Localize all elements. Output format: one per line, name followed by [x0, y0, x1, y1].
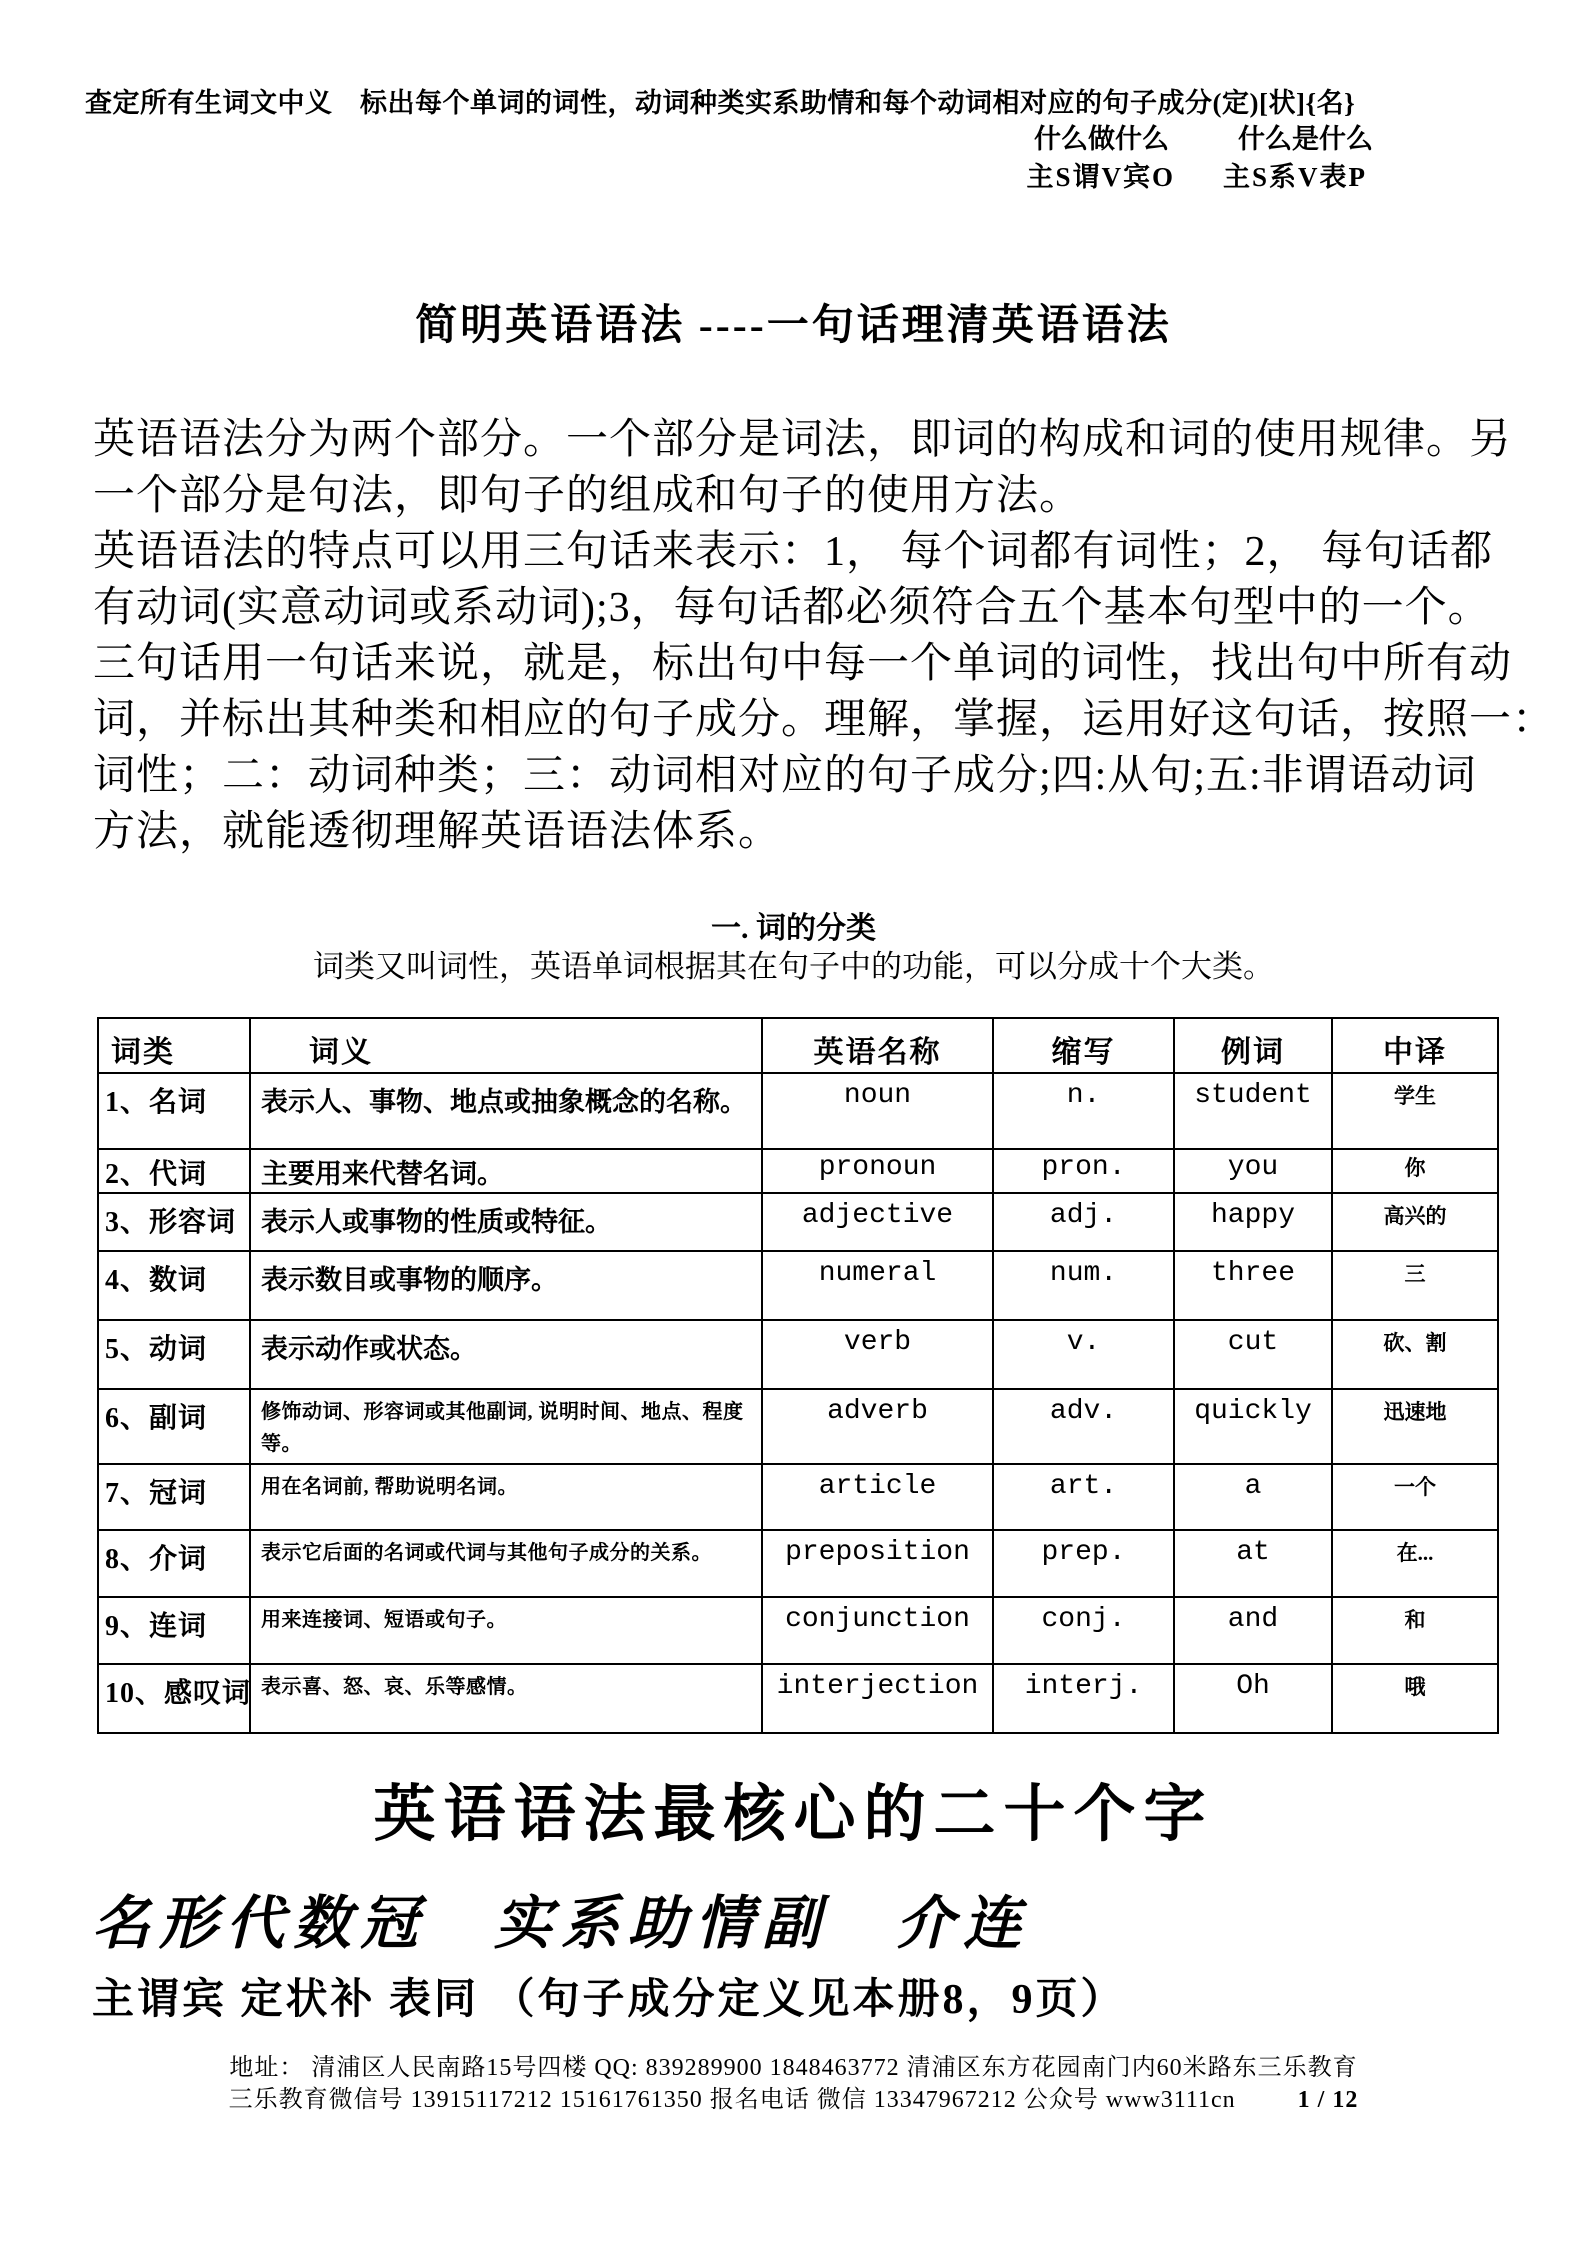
- annotation-svp-pattern: 主S系V表P: [1222, 162, 1367, 192]
- core-word-classes-line: 名形代数冠 实系助情副 介连: [92, 1891, 1031, 1956]
- intro-line: 词性；二：动词种类；三：动词相对应的句子成分;四:从句;五:非谓语动词: [93, 753, 1477, 799]
- cell-abbreviation: adj.: [993, 1193, 1174, 1251]
- cell-word-class: 2、代词: [98, 1149, 250, 1193]
- cell-english-name: noun: [762, 1073, 993, 1149]
- annotation-svo-pattern: 主S谓V宾O: [1026, 162, 1175, 192]
- cell-meaning: 表示它后面的名词或代词与其他句子成分的关系。: [250, 1530, 762, 1597]
- cell-example: student: [1174, 1073, 1332, 1149]
- cell-word-class: 7、冠词: [98, 1464, 250, 1530]
- cell-example: and: [1174, 1597, 1332, 1664]
- col-header-meaning: 词义: [250, 1018, 762, 1073]
- cell-abbreviation: art.: [993, 1464, 1174, 1530]
- cell-meaning: 用来连接词、短语或句子。: [250, 1597, 762, 1664]
- intro-line: 三句话用一句话来说，就是，标出句中每一个单词的词性，找出句中所有动: [93, 641, 1513, 687]
- section-heading-word-classification: 一. 词的分类: [711, 912, 876, 945]
- cell-english-name: conjunction: [762, 1597, 993, 1664]
- cell-example: quickly: [1174, 1389, 1332, 1464]
- cell-english-name: verb: [762, 1320, 993, 1389]
- intro-line: 有动词(实意动词或系动词);3，每句话都必须符合五个基本句型中的一个。: [93, 585, 1491, 631]
- table-header-row: [98, 1018, 1498, 1073]
- cell-english-name: pronoun: [762, 1149, 993, 1193]
- cell-word-class: 5、动词: [98, 1320, 250, 1389]
- cell-example: cut: [1174, 1320, 1332, 1389]
- cell-example: three: [1174, 1251, 1332, 1320]
- annotation-line-2: [85, 120, 1507, 158]
- section-subheading: 词类又叫词性，英语单词根据其在句子中的功能，可以分成十个大类。: [313, 949, 1274, 984]
- cell-abbreviation: interj.: [993, 1664, 1174, 1733]
- cell-example: Oh: [1174, 1664, 1332, 1733]
- annotation-line-1: 查定所有生词文中义 标出每个单词的词性，动词种类实系助情和每个动词相对应的句子成分(定)[状]{名}: [85, 88, 1356, 118]
- cell-translation: 和: [1332, 1597, 1498, 1664]
- cell-english-name: adjective: [762, 1193, 993, 1251]
- cell-abbreviation: conj.: [993, 1597, 1174, 1664]
- cell-abbreviation: num.: [993, 1251, 1174, 1320]
- page-number: 1 / 12: [1297, 2087, 1359, 2113]
- cell-translation: 砍、割: [1332, 1320, 1498, 1389]
- cell-meaning: 主要用来代替名词。: [250, 1149, 762, 1193]
- cell-abbreviation: pron.: [993, 1149, 1174, 1193]
- cell-translation: 三: [1332, 1251, 1498, 1320]
- intro-line: 英语语法的特点可以用三句话来表示：1， 每个词都有词性；2， 每句话都: [93, 529, 1494, 575]
- cell-abbreviation: n.: [993, 1073, 1174, 1149]
- cell-meaning: 修饰动词、形容词或其他副词, 说明时间、地点、程度等。: [250, 1389, 762, 1464]
- table-row: [98, 1389, 1498, 1464]
- cell-word-class: 4、数词: [98, 1251, 250, 1320]
- table-row: [98, 1073, 1498, 1149]
- cell-word-class: 9、连词: [98, 1597, 250, 1664]
- cell-english-name: numeral: [762, 1251, 993, 1320]
- cell-meaning: 用在名词前, 帮助说明名词。: [250, 1464, 762, 1530]
- cell-translation: 一个: [1332, 1464, 1498, 1530]
- table-row: [98, 1597, 1498, 1664]
- footer-contact-text: 三乐教育微信号 13915117212 15161761350 报名电话 微信 13347967212 公众号 www3111cn: [228, 2087, 1236, 2113]
- table-row: [98, 1193, 1498, 1251]
- table-row: [98, 1664, 1498, 1733]
- core-sentence-elements-line: 主谓宾 定状补 表同 （句子成分定义见本册8，9页）: [92, 1977, 1126, 2023]
- cell-example: happy: [1174, 1193, 1332, 1251]
- cell-meaning: 表示数目或事物的顺序。: [250, 1251, 762, 1320]
- cell-example: you: [1174, 1149, 1332, 1193]
- cell-word-class: 10、感叹词: [98, 1664, 250, 1733]
- cell-translation: 学生: [1332, 1073, 1498, 1149]
- cell-abbreviation: adv.: [993, 1389, 1174, 1464]
- col-header-abbreviation: 缩写: [993, 1018, 1174, 1073]
- cell-translation: 在...: [1332, 1530, 1498, 1597]
- table-row: [98, 1464, 1498, 1530]
- document-title: 简明英语语法 ----一句话理清英语语法: [415, 303, 1172, 349]
- cell-translation: 你: [1332, 1149, 1498, 1193]
- footer-address-line: 地址： 清浦区人民南路15号四楼 QQ: 839289900 1848463772 清浦区东方花园南门内60米路东三乐教育: [229, 2055, 1358, 2081]
- cell-abbreviation: v.: [993, 1320, 1174, 1389]
- table-row: [98, 1530, 1498, 1597]
- cell-word-class: 3、形容词: [98, 1193, 250, 1251]
- cell-abbreviation: prep.: [993, 1530, 1174, 1597]
- cell-meaning: 表示人、事物、地点或抽象概念的名称。: [250, 1073, 762, 1149]
- footer-contact-line: [0, 2084, 1587, 2116]
- annotation-what-does-what: 什么做什么: [1034, 124, 1169, 154]
- cell-word-class: 1、名词: [98, 1073, 250, 1149]
- page-footer: [0, 2052, 1587, 2116]
- cell-word-class: 8、介词: [98, 1530, 250, 1597]
- cell-meaning: 表示喜、怒、哀、乐等感情。: [250, 1664, 762, 1733]
- table-row: [98, 1320, 1498, 1389]
- annotation-what-is-what: 什么是什么: [1238, 124, 1373, 154]
- intro-line: 一个部分是句法，即句子的组成和句子的使用方法。: [93, 473, 1083, 519]
- cell-translation: 迅速地: [1332, 1389, 1498, 1464]
- cell-translation: 高兴的: [1332, 1193, 1498, 1251]
- annotation-line-3: [85, 158, 1507, 196]
- cell-translation: 哦: [1332, 1664, 1498, 1733]
- cell-example: at: [1174, 1530, 1332, 1597]
- col-header-translation: 中译: [1332, 1018, 1498, 1073]
- parts-of-speech-table: [97, 1017, 1499, 1734]
- cell-english-name: preposition: [762, 1530, 993, 1597]
- col-header-word-class: 词类: [98, 1018, 250, 1073]
- cell-english-name: article: [762, 1464, 993, 1530]
- header-annotation: [85, 86, 1507, 196]
- cell-word-class: 6、副词: [98, 1389, 250, 1464]
- cell-english-name: interjection: [762, 1664, 993, 1733]
- intro-line: 英语语法分为两个部分。一个部分是词法，即词的构成和词的使用规律。另: [93, 417, 1513, 463]
- col-header-example: 例词: [1174, 1018, 1332, 1073]
- table-row: [98, 1149, 1498, 1193]
- cell-example: a: [1174, 1464, 1332, 1530]
- intro-line: 方法，就能透彻理解英语语法体系。: [93, 809, 782, 855]
- core-twenty-words-heading: 英语语法最核心的二十个字: [373, 1781, 1214, 1849]
- col-header-english-name: 英语名称: [762, 1018, 993, 1073]
- cell-meaning: 表示动作或状态。: [250, 1320, 762, 1389]
- cell-english-name: adverb: [762, 1389, 993, 1464]
- intro-line: 词，并标出其种类和相应的句子成分。理解，掌握，运用好这句话，按照一：: [93, 697, 1556, 743]
- table-row: [98, 1251, 1498, 1320]
- cell-meaning: 表示人或事物的性质或特征。: [250, 1193, 762, 1251]
- intro-paragraph: [93, 412, 1556, 860]
